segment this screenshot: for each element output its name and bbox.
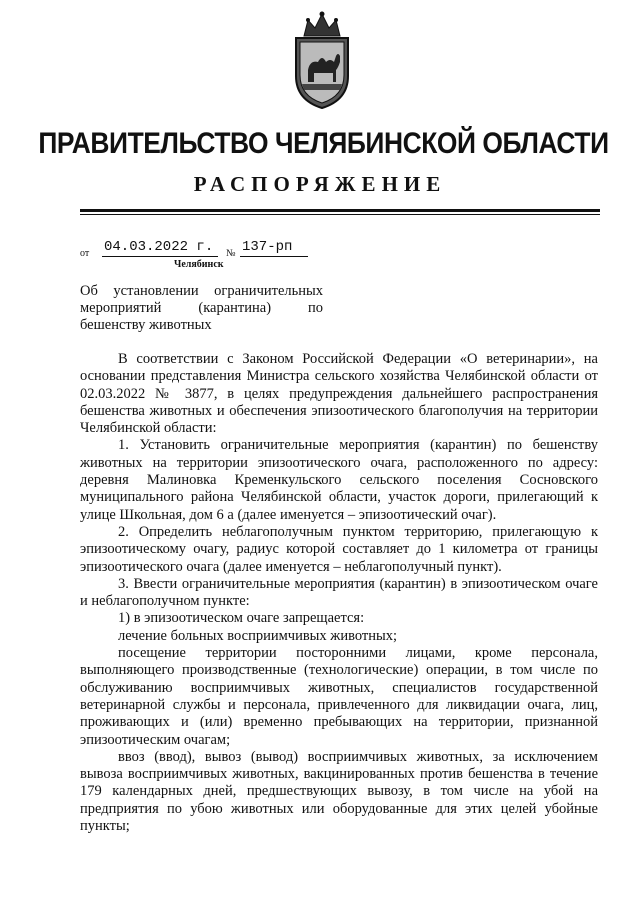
document-number: 137-рп <box>240 238 308 257</box>
paragraph: 2. Определить неблагополучным пунктом территорию, прилегающую к эпизоотическому очагу, радиус которой составляет до 1 километра от границы эпизоотического очага (далее именуется – неблагополучный пункт). <box>80 523 598 575</box>
header-rule-thick <box>80 209 600 212</box>
document-date: 04.03.2022 г. <box>102 238 218 257</box>
paragraph: В соответствии с Законом Российской Федерации «О ветеринарии», на основании представления Министра сельского хозяйства Челябинской области от 02.03.2022 № 3877, в целях предупреждения дальнейшего распространения бешенства животных и обеспечения эпизоотического благополучия на территории Челябинской области: <box>80 351 598 437</box>
document-type: РАСПОРЯЖЕНИЕ <box>193 172 447 196</box>
number-prefix: № <box>226 248 236 259</box>
coat-of-arms-icon <box>290 10 354 110</box>
document-city: Челябинск <box>174 259 224 270</box>
paragraph: ввоз (ввод), вывоз (вывод) восприимчивых животных, за исключением вывоза восприимчивых животных, вакцинированных против бешенства в течение 179 календарных дней, предшествующих вывозу, в том числе на убой на предприятия по убою животных или оборудованные для этих целей убойные пункты; <box>80 748 598 835</box>
document-meta <box>80 238 320 258</box>
paragraph: 3. Ввести ограничительные мероприятия (карантин) в эпизоотическом очаге и неблагополучном пункте: <box>80 575 598 610</box>
date-prefix: от <box>80 248 90 259</box>
paragraph: посещение территории посторонними лицами, кроме персонала, выполняющего производственные (технологические) операции, в том числе по обслуживанию восприимчивых животных, специалистов государственной ветеринарной службы и персонала, привлеченного для ликвидации очага, лиц, проживающих и (или) временно пребывающих на территории, признанной эпизоотическим очагам; <box>80 645 598 748</box>
header-rule-thin <box>80 214 600 215</box>
paragraph: лечение больных восприимчивых животных; <box>118 627 397 644</box>
paragraph: 1. Установить ограничительные мероприятия (карантин) по бешенству животных на территории эпизоотического очага, расположенного по адресу: деревня Малиновка Кременкульского сельского поселения Сосновского муниципального района Челябинской области, участок дороги, прилегающий к улице Школьная, дом 6 а (далее именуется – эпизоотический очаг). <box>80 437 598 523</box>
document-body <box>80 351 598 835</box>
organization-title: ПРАВИТЕЛЬСТВО ЧЕЛЯБИНСКОЙ ОБЛАСТИ <box>38 127 609 160</box>
document-subject: Об установлении ограничительных мероприятий (карантина) по бешенству животных <box>80 283 323 333</box>
paragraph: 1) в эпизоотическом очаге запрещается: <box>118 610 365 627</box>
